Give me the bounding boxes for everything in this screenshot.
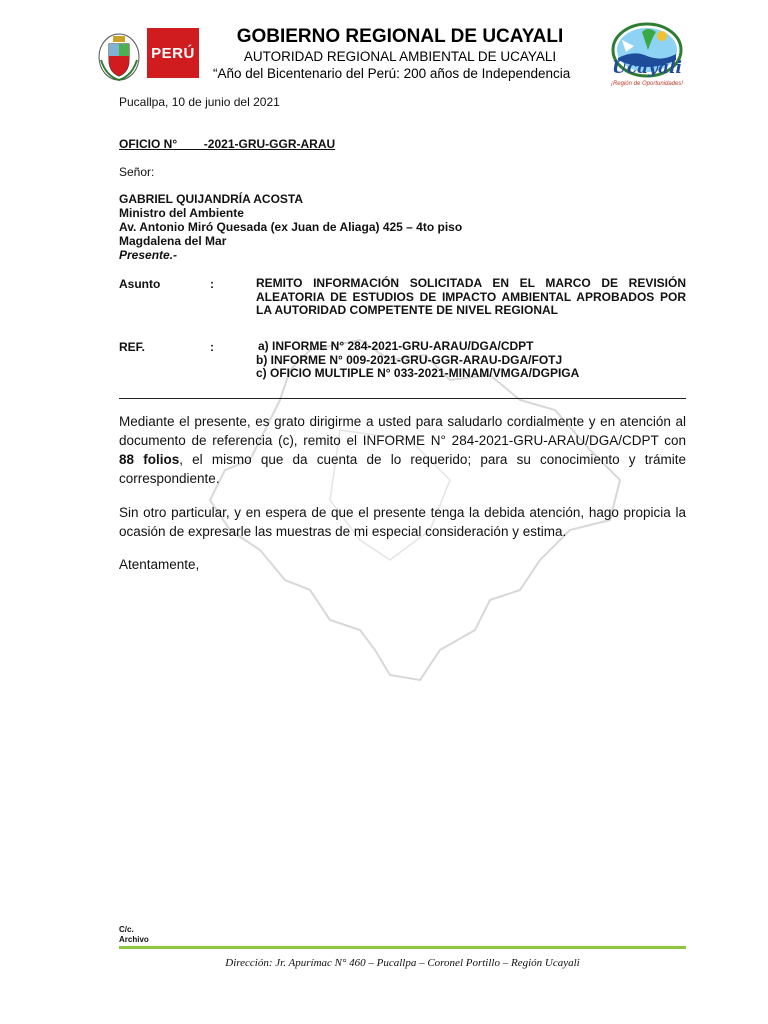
recipient-block: [119, 192, 462, 262]
body-paragraph-1: Mediante el presente, es grato dirigirme a usted para saludarlo cordialmente y en atención al documento de referencia (c), remito el INFORME N° 284-2021-GRU-ARAU/DGA/CDPT con 88 folios, el mismo que da cuenta de lo requerido; para su conocimiento y trámite correspondiente.: [119, 414, 687, 486]
recipient-position: Ministro del Ambiente: [119, 206, 244, 220]
ref-label: REF.: [119, 340, 146, 354]
ref-list: [256, 340, 579, 381]
cc-label: C/c.: [119, 925, 134, 934]
ref-colon: :: [210, 340, 214, 354]
ref-item: a) INFORME N° 284-2021-GRU-ARAU/DGA/CDPT: [258, 339, 534, 353]
header-subtitle: AUTORIDAD REGIONAL AMBIENTAL DE UCAYALI: [243, 49, 557, 64]
footer-address: Dirección: Jr. Apurímac N° 460 – Pucallpa – Coronel Portillo – Región Ucayali: [225, 957, 580, 969]
coat-of-arms-icon: [96, 30, 142, 82]
cc-archive: Archivo: [119, 935, 149, 944]
recipient-presente: Presente.-: [119, 248, 178, 262]
ref-item: b) INFORME N° 009-2021-GRU-GGR-ARAU-DGA/FOTJ: [256, 352, 563, 367]
divider-line: [119, 398, 686, 399]
logo-wordmark: Ucayali: [611, 58, 682, 78]
oficio-number: OFICIO N° -2021-GRU-GGR-ARAU: [119, 137, 336, 151]
salutation: Señor:: [119, 165, 155, 179]
asunto-label: Asunto: [119, 277, 161, 291]
folios-count: 88 folios: [119, 452, 180, 467]
closing: Atentamente,: [119, 557, 200, 572]
header-title: GOBIERNO REGIONAL DE UCAYALI: [236, 26, 564, 47]
body-paragraph-2: Sin otro particular, y en espera de que el presente tenga la debida atención, hago propicia la ocasión de expresarle las muestras de mi especial consideración y estima.: [119, 505, 686, 539]
cc-block: [119, 925, 149, 945]
asunto-colon: :: [210, 277, 214, 291]
recipient-name: GABRIEL QUIJANDRÍA ACOSTA: [119, 192, 304, 206]
asunto-text: REMITO INFORMACIÓN SOLICITADA EN EL MARCO DE REVISIÓN ALEATORIA DE ESTUDIOS DE IMPACTO AMBIENTAL APROBADOS POR LA AUTORIDAD COMPETENTE DE NIVEL REGIONAL: [256, 276, 686, 317]
ref-item: c) OFICIO MULTIPLE N° 033-2021-MINAM/VMGA/DGPIGA: [256, 366, 580, 380]
recipient-address: Av. Antonio Miró Quesada (ex Juan de Aliaga) 425 – 4to piso: [119, 220, 463, 234]
logo-tagline: ¡Región de Oportunidades!: [610, 81, 684, 87]
header-motto: “Año del Bicentenario del Perú: 200 años de Independencia: [213, 66, 571, 81]
peru-badge: PERÚ: [147, 28, 199, 78]
recipient-district: Magdalena del Mar: [119, 234, 227, 248]
letter-date: Pucallpa, 10 de junio del 2021: [119, 95, 280, 109]
footer-divider: [119, 946, 686, 949]
